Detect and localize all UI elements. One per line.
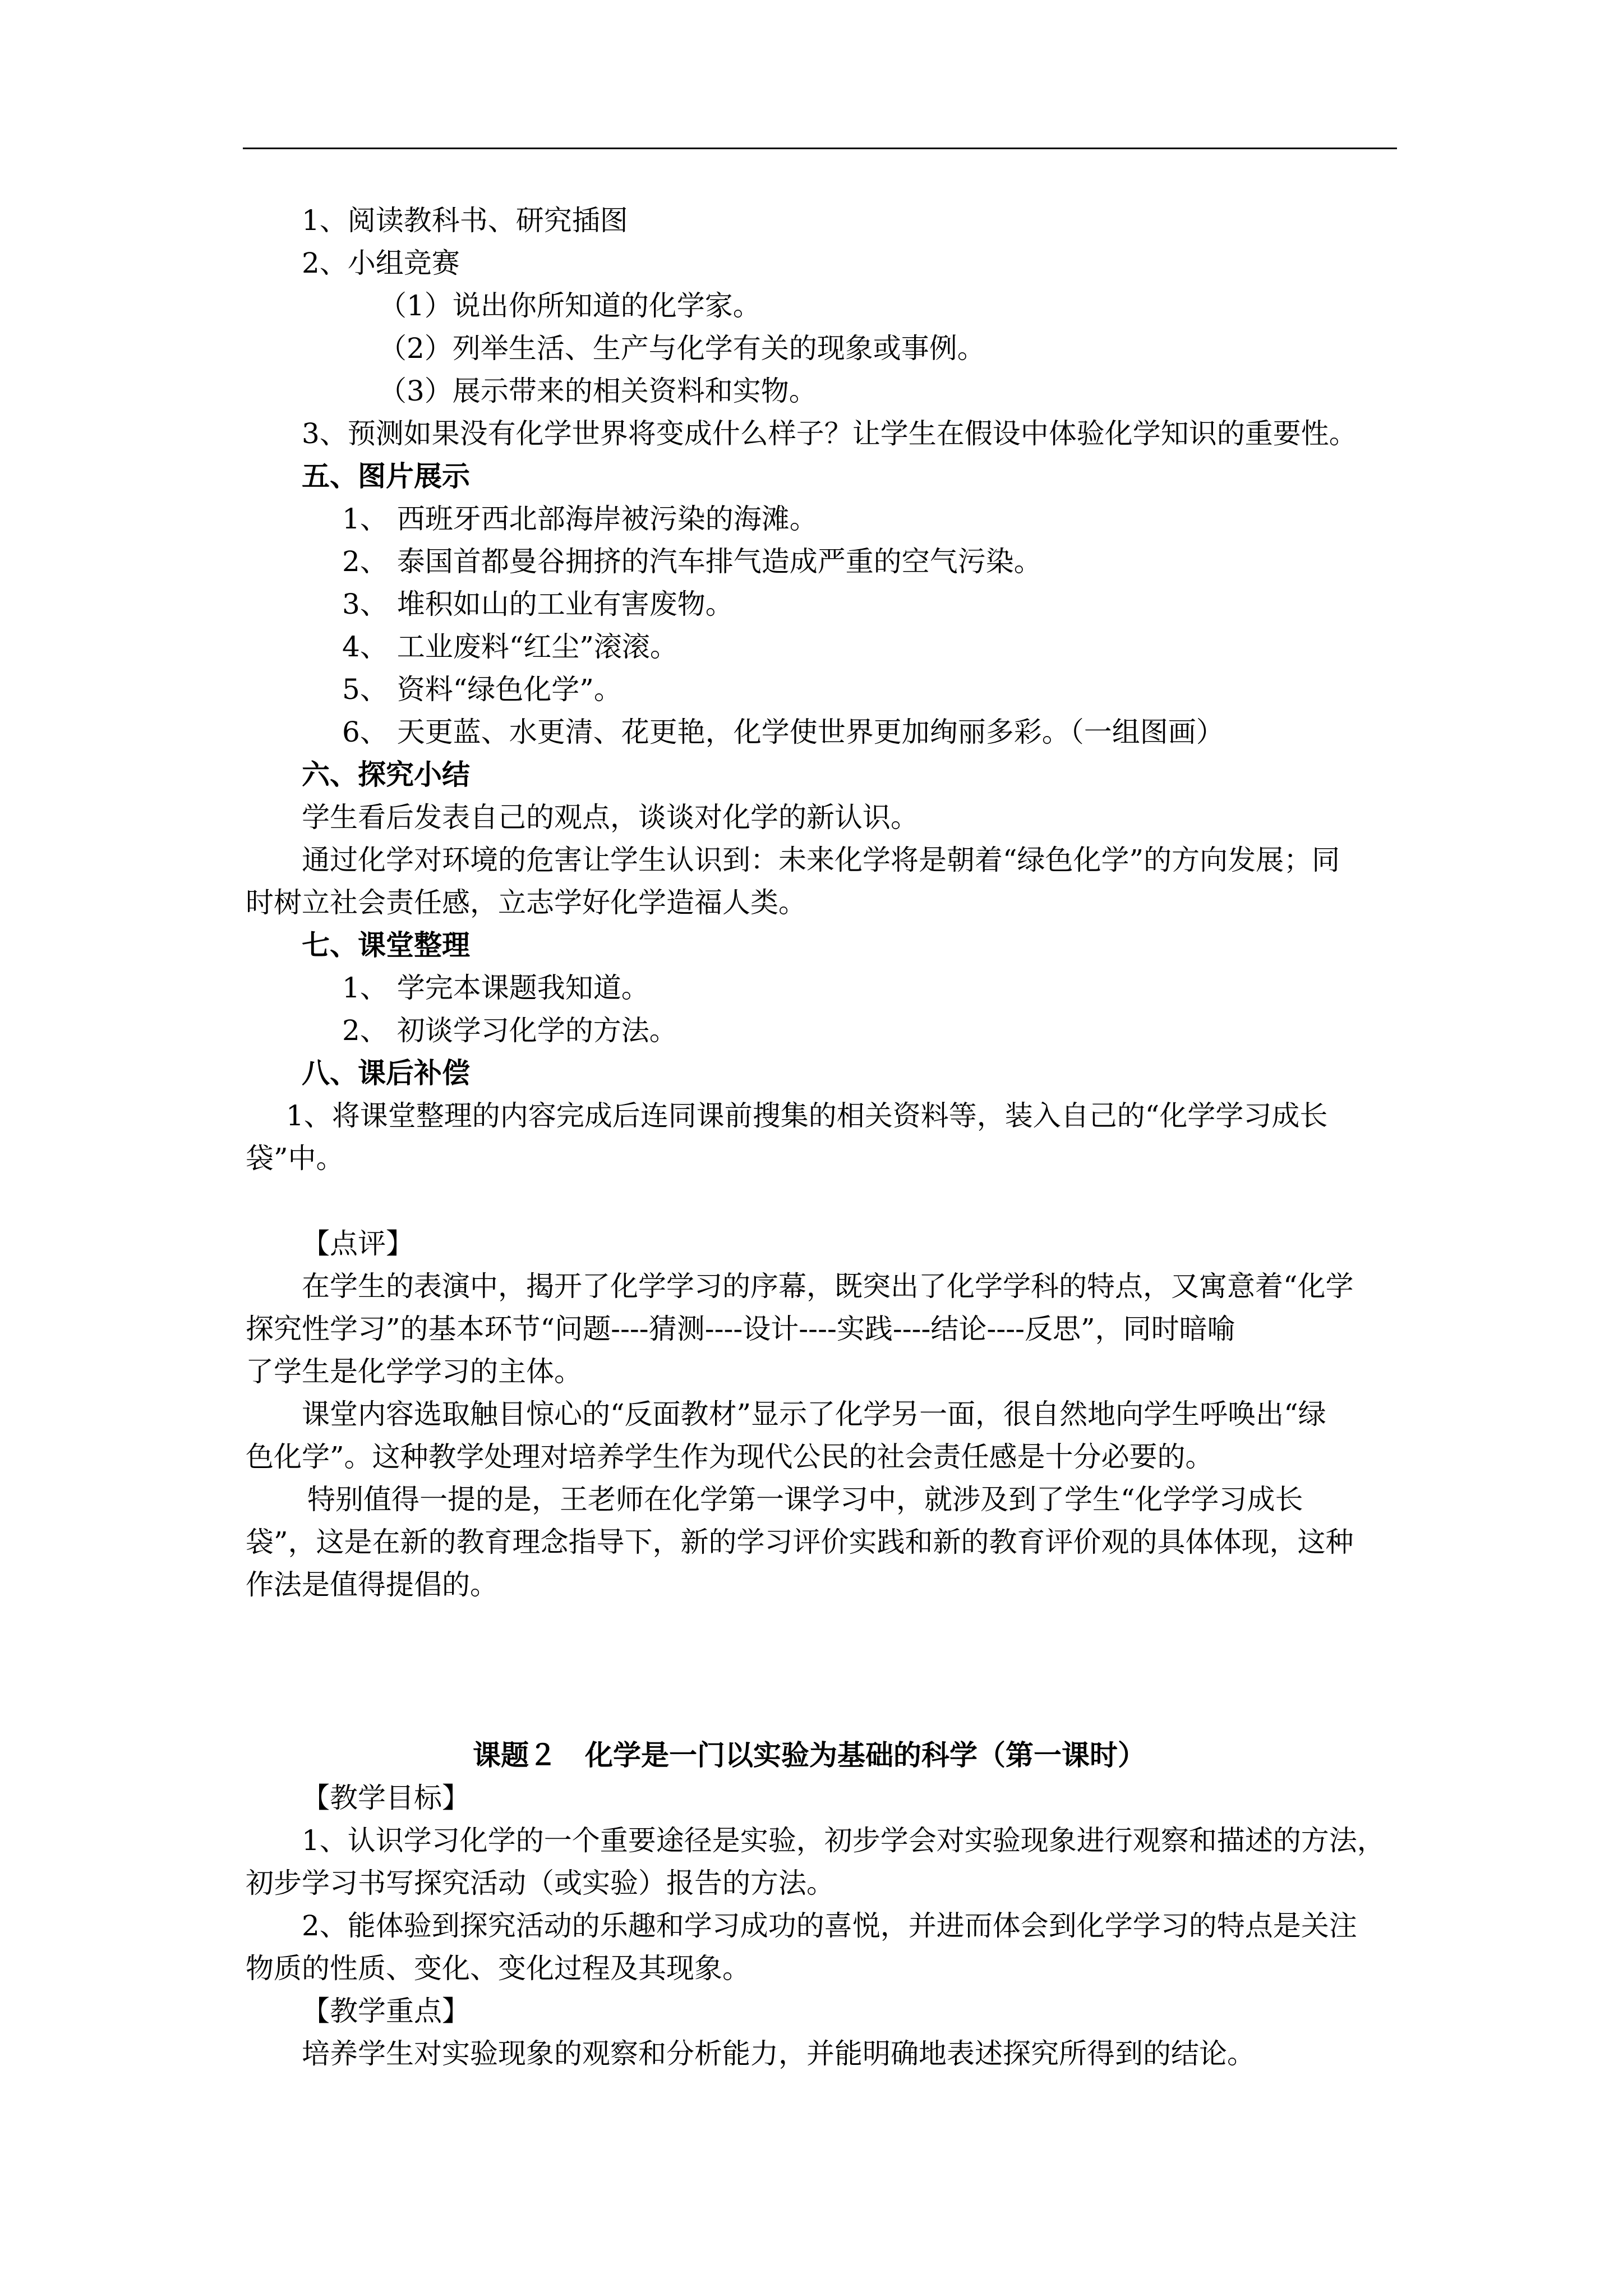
text-line: 特别值得一提的是，王老师在化学第一课学习中，就涉及到了学生“化学学习成长 — [307, 1483, 1303, 1516]
section-heading: 六、探究小结 — [302, 758, 470, 791]
list-item: 4、 工业废料“红尘”滚滚。 — [342, 631, 678, 663]
text-line: 袋”中。 — [246, 1142, 344, 1175]
list-item: 1、 学完本课题我知道。 — [342, 972, 649, 1004]
section-heading: 五、图片展示 — [302, 459, 470, 493]
text-line: 2、能体验到探究活动的乐趣和学习成功的喜悦，并进而体会到化学学习的特点是关注 — [302, 1910, 1357, 1942]
text-line: 物质的性质、变化、变化过程及其现象。 — [246, 1952, 750, 1985]
text-line: （2）列举生活、生产与化学有关的现象或事例。 — [379, 332, 985, 365]
text-line: 通过化学对环境的危害让学生认识到：未来化学将是朝着“绿色化学”的方向发展；同 — [302, 844, 1340, 876]
text-line: 在学生的表演中，揭开了化学学习的序幕，既突出了化学学科的特点，又寓意着“化学 — [302, 1270, 1354, 1303]
list-item: 1、 西班牙西北部海岸被污染的海滩。 — [342, 503, 818, 535]
header-rule — [243, 148, 1397, 149]
text-line: 探究性学习”的基本环节“问题----猜测----设计----实践----结论----反思”，同时暗喻 — [246, 1313, 1235, 1345]
section-label: 【教学目标】 — [302, 1782, 470, 1814]
section-heading: 七、课堂整理 — [302, 928, 470, 961]
text-line: 作法是值得提倡的。 — [246, 1568, 498, 1601]
comment-heading: 【点评】 — [302, 1227, 414, 1260]
text-line: 色化学”。这种教学处理对培养学生作为现代公民的社会责任感是十分必要的。 — [246, 1441, 1214, 1473]
text-line: 2、小组竞赛 — [302, 247, 460, 279]
text-line: 袋”，这是在新的教育理念指导下，新的学习评价实践和新的教育评价观的具体体现，这种 — [246, 1526, 1354, 1558]
text-line: 1、阅读教科书、研究插图 — [302, 204, 628, 237]
text-line: 1、将课堂整理的内容完成后连同课前搜集的相关资料等，装入自己的“化学学习成长 — [286, 1099, 1328, 1132]
section-heading: 八、课后补偿 — [302, 1056, 470, 1089]
text-line: 了学生是化学学习的主体。 — [246, 1355, 582, 1388]
list-item: 2、 泰国首都曼谷拥挤的汽车排气造成严重的空气污染。 — [342, 545, 1042, 578]
text-line: 1、认识学习化学的一个重要途径是实验，初步学会对实验现象进行观察和描述的方法， — [302, 1824, 1385, 1857]
text-line: 培养学生对实验现象的观察和分析能力，并能明确地表述探究所得到的结论。 — [302, 2037, 1255, 2070]
section-label: 【教学重点】 — [302, 1995, 470, 2027]
text-line: 3、预测如果没有化学世界将变成什么样子？让学生在假设中体验化学知识的重要性。 — [302, 417, 1357, 450]
text-line: 课堂内容选取触目惊心的“反面教材”显示了化学另一面，很自然地向学生呼唤出“绿 — [302, 1398, 1326, 1430]
list-item: 3、 堆积如山的工业有害废物。 — [342, 588, 734, 620]
text-line: （1）说出你所知道的化学家。 — [379, 289, 761, 322]
text-line: （3）展示带来的相关资料和实物。 — [379, 375, 817, 407]
list-item: 2、 初谈学习化学的方法。 — [342, 1014, 677, 1047]
text-line: 初步学习书写探究活动（或实验）报告的方法。 — [246, 1867, 834, 1899]
lesson-title: 课题２ 化学是一门以实验为基础的科学（第一课时） — [473, 1738, 1146, 1772]
list-item: 5、 资料“绿色化学”。 — [342, 673, 622, 706]
text-line: 时树立社会责任感，立志学好化学造福人类。 — [246, 886, 806, 919]
text-line: 学生看后发表自己的观点，谈谈对化学的新认识。 — [302, 801, 919, 834]
list-item: 6、 天更蓝、水更清、花更艳，化学使世界更加绚丽多彩。（一组图画） — [342, 716, 1224, 748]
